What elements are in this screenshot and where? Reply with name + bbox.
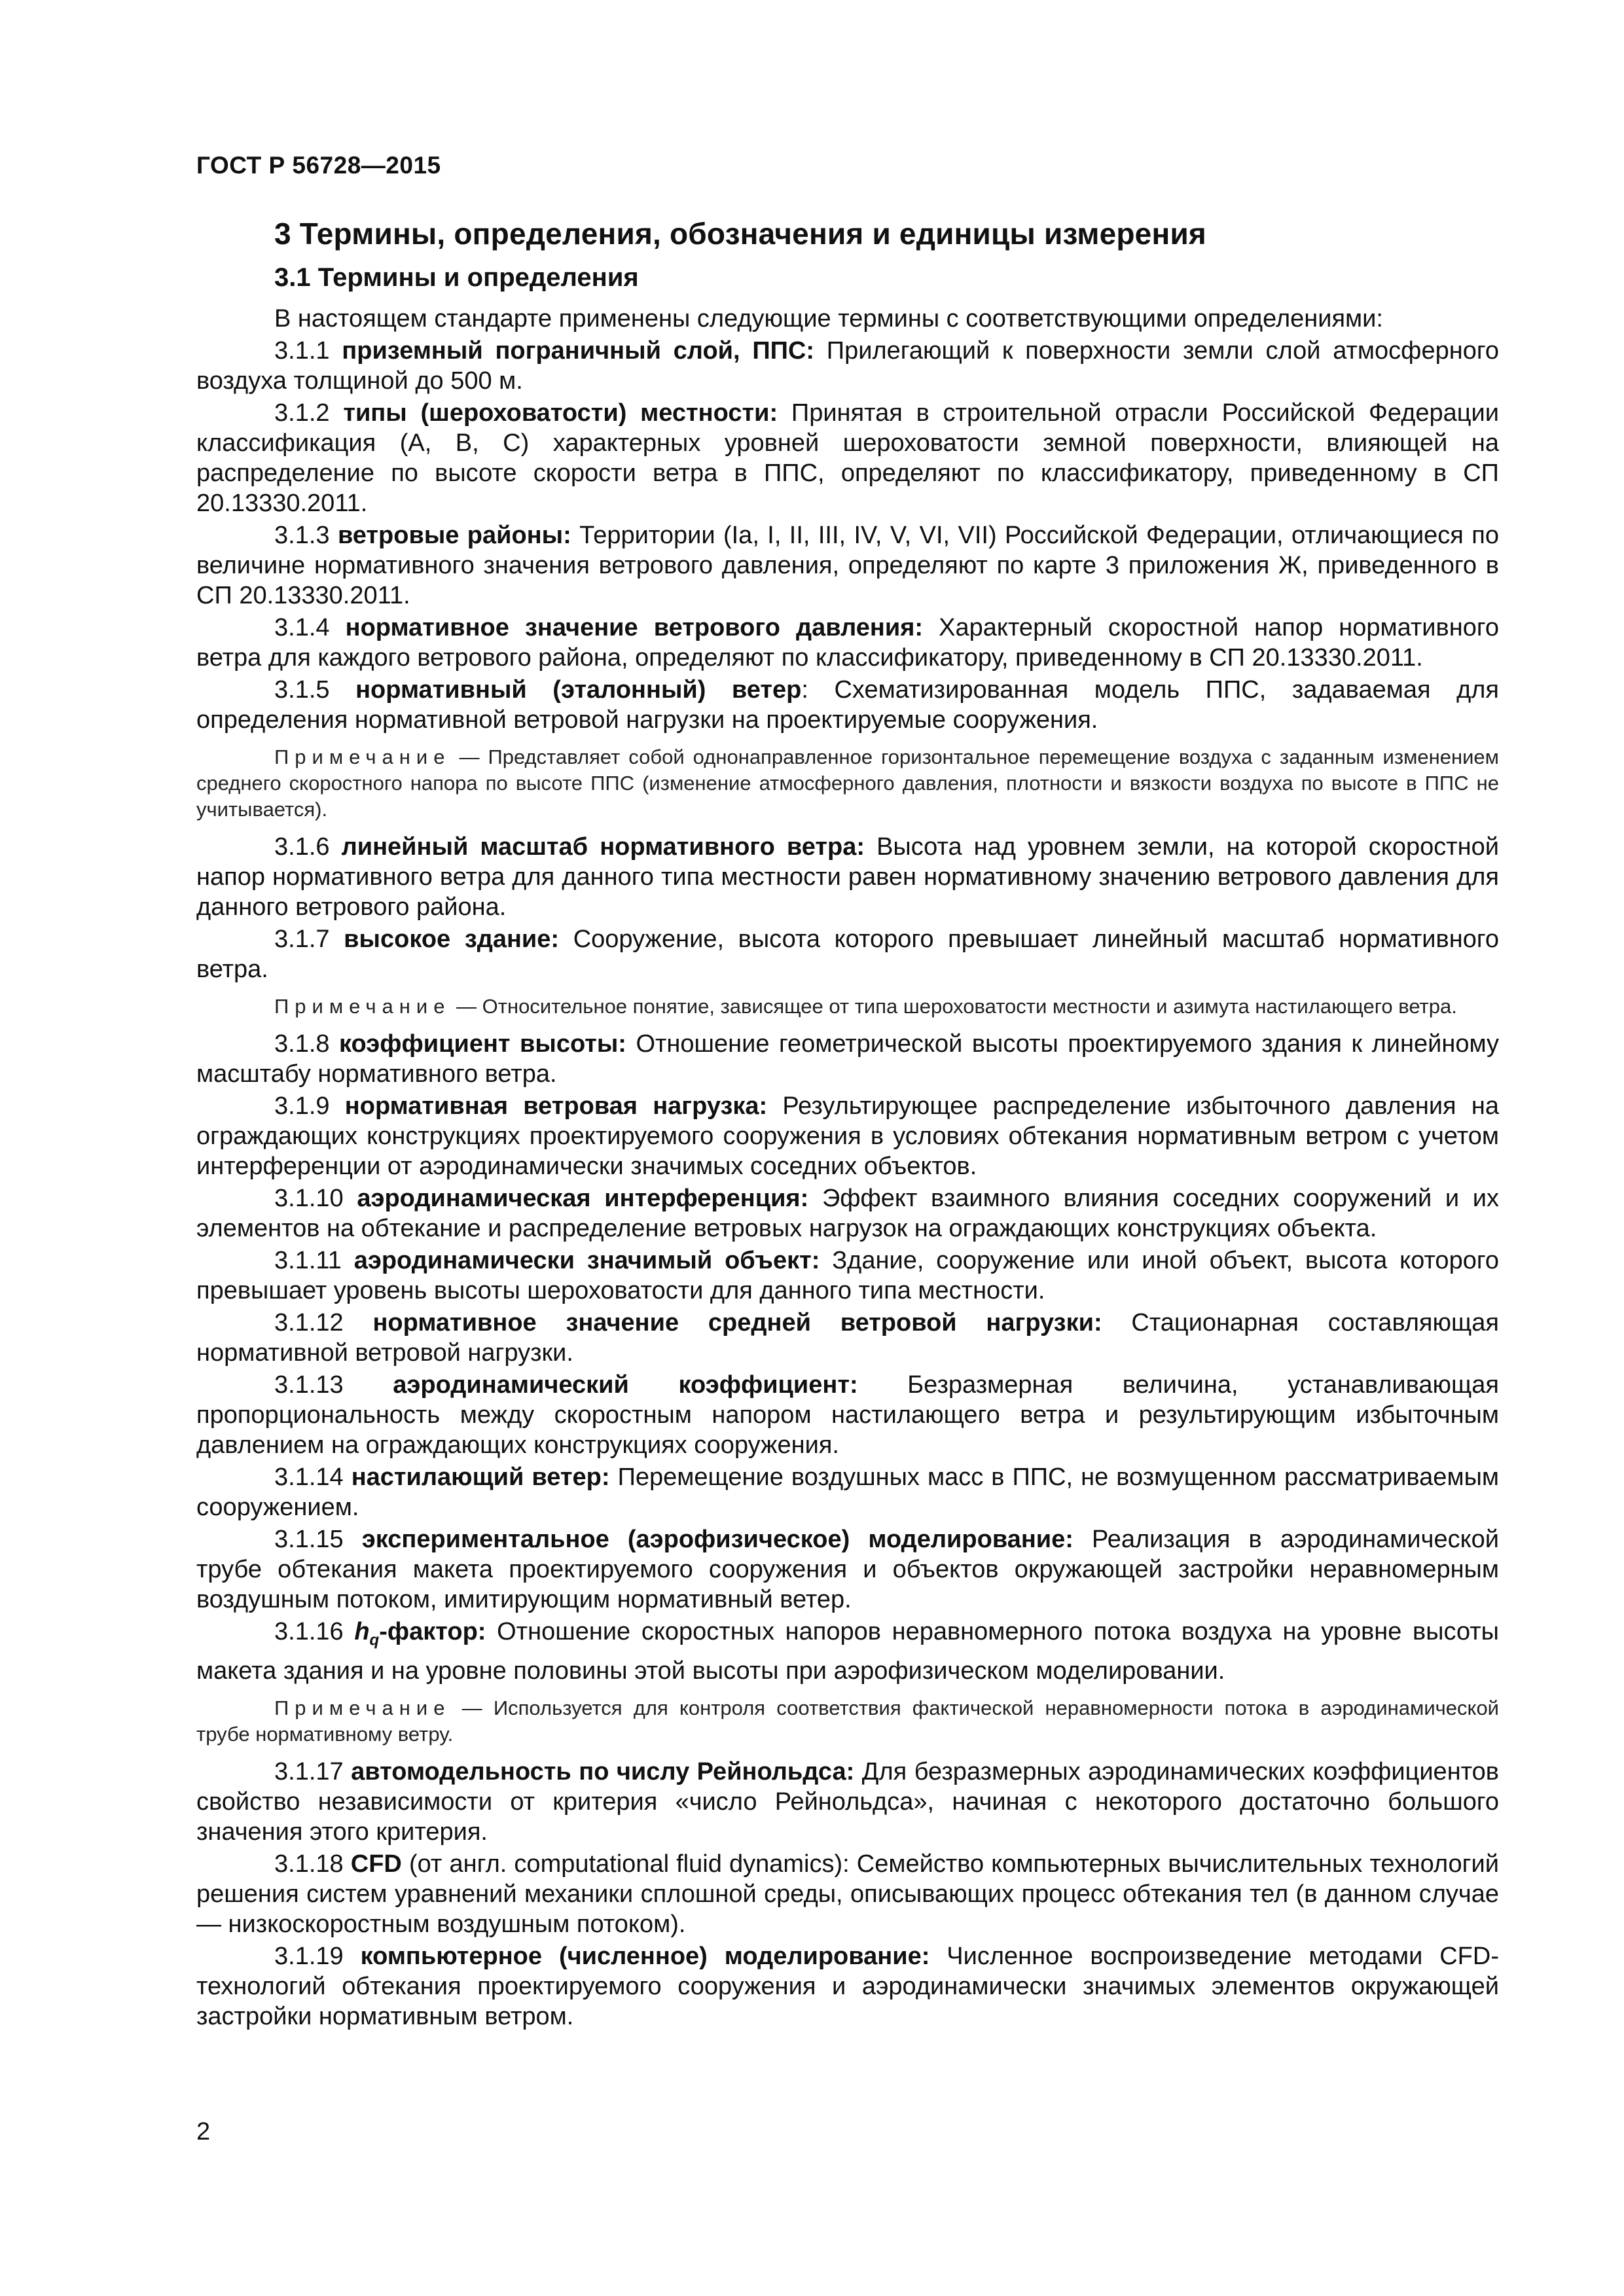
- term-3-1-3: 3.1.3 ветровые районы: Территории (Ia, I, II, III, IV, V, VI, VII) Российской Федерации, отличающиеся по величине нормативного значения ветрового давления, определяют по карте 3 приложения Ж, приведенного в СП 20.13330.2011.: [196, 522, 1499, 609]
- term-3-1-9: 3.1.9 нормативная ветровая нагрузка: Результирующее распределение избыточного давления на ограждающих конструкциях проектируемого сооружения в условиях обтекания нормативным ветром с учетом интерференции от аэродинамически значимых соседних объектов.: [196, 1092, 1500, 1180]
- terms-body: [196, 304, 1499, 2034]
- term-3-1-19: 3.1.19 компьютерное (численное) моделирование: Численное воспроизведение методами CFD-технологий обтекания проектируемого сооружения и аэродинамически значимых элементов окружающей застройки нормативным ветром.: [196, 1942, 1499, 2030]
- term-3-1-13: 3.1.13 аэродинамический коэффициент: Безразмерная величина, устанавливающая пропорциональность между скоростным напором настилающего ветра и результирующим избыточным давлением на ограждающих конструкциях сооружения.: [196, 1371, 1499, 1459]
- document-code: ГОСТ Р 56728—2015: [196, 152, 441, 179]
- term-3-1-1: 3.1.1 приземный пограничный слой, ППС: Прилегающий к поверхности земли слой атмосферного воздуха толщиной до 500 м.: [196, 337, 1499, 395]
- intro-paragraph: В настоящем стандарте применены следующие термины с соответствующими определениями:: [274, 305, 1383, 332]
- subsection-title: 3.1 Термины и определения: [274, 263, 639, 292]
- term-3-1-16: 3.1.16 $h_q$-фактор: Отношение скоростных напоров неравномерного потока воздуха на уровне высоты макета здания и на уровне половины этой высоты при аэрофизическом моделировании.: [196, 1618, 1499, 1685]
- term-3-1-15: 3.1.15 экспериментальное (аэрофизическое) моделирование: Реализация в аэродинамической трубе обтекания макета проектируемого сооружения и объектов окружающей застройки неравномерным воздушным потоком, имитирующим нормативный ветер.: [196, 1526, 1499, 1613]
- term-3-1-10: 3.1.10 аэродинамическая интерференция: Эффект взаимного влияния соседних сооружений и их элементов на обтекание и распределение ветровых нагрузок на ограждающих конструкциях объекта.: [196, 1185, 1499, 1242]
- term-3-1-2: 3.1.2 типы (шероховатости) местности: Принятая в строительной отрасли Российской Федерации классификация (А, В, С) характерных уровней шероховатости земной поверхности, влияющей на распределение по высоте скорости ветра в ППС, определяют по классификатору, приведенному в СП 20.13330.2011.: [196, 399, 1500, 517]
- note-3: Примечание — Используется для контроля соответствия фактической неравномерности потока в аэродинамической трубе нормативному ветру.: [196, 1696, 1499, 1746]
- note-2: Примечание — Относительное понятие, зависящее от типа шероховатости местности и азимута настилающего ветра.: [274, 995, 1457, 1018]
- term-3-1-18: 3.1.18 CFD (от англ. computational fluid dynamics): Семейство компьютерных вычислительных технологий решения систем уравнений механики сплошной среды, описывающих процесс обтекания тел (в данном случае — низкоскоростным воздушным потоком).: [196, 1850, 1499, 1938]
- term-3-1-5: 3.1.5 нормативный (эталонный) ветер: Схематизированная модель ППС, задаваемая для определения нормативной ветровой нагрузки на проектируемые сооружения.: [196, 676, 1499, 734]
- term-3-1-14: 3.1.14 настилающий ветер: Перемещение воздушных масс в ППС, не возмущенном рассматриваемым сооружением.: [196, 1463, 1500, 1521]
- section-title: 3 Термины, определения, обозначения и единицы измерения: [274, 217, 1206, 251]
- term-3-1-6: 3.1.6 линейный масштаб нормативного ветра: Высота над уровнем земли, на которой скоростной напор нормативного ветра для данного типа местности равен нормативному значению ветрового давления для данного ветрового района.: [196, 833, 1499, 921]
- term-3-1-4: 3.1.4 нормативное значение ветрового давления: Характерный скоростной напор нормативного ветра для каждого ветрового района, определяют по классификатору, приведенному в СП 20.13330.2011.: [196, 614, 1499, 672]
- term-3-1-7: 3.1.7 высокое здание: Сооружение, высота которого превышает линейный масштаб нормативного ветра.: [196, 925, 1499, 983]
- term-3-1-17: 3.1.17 автомодельность по числу Рейнольдса: Для безразмерных аэродинамических коэффициентов свойство независимости от критерия «число Рейнольдса», начиная с некоторого достаточно большого значения этого критерия.: [196, 1757, 1499, 1846]
- note-1: Примечание — Представляет собой однонаправленное горизонтальное перемещение воздуха с заданным изменением среднего скоростного напора по высоте ППС (изменение атмосферного давления, плотности и вязкости воздуха по высоте в ППС не учитывается).: [196, 745, 1499, 821]
- term-3-1-11: 3.1.11 аэродинамически значимый объект: Здание, сооружение или иной объект, высота которого превышает уровень высоты шероховатости для данного типа местности.: [196, 1247, 1499, 1304]
- page-number: 2: [196, 2118, 211, 2145]
- term-3-1-12: 3.1.12 нормативное значение средней ветровой нагрузки: Стационарная составляющая нормативной ветровой нагрузки.: [196, 1309, 1499, 1367]
- term-3-1-8: 3.1.8 коэффициент высоты: Отношение геометрической высоты проектируемого здания к линейному масштабу нормативного ветра.: [196, 1030, 1499, 1088]
